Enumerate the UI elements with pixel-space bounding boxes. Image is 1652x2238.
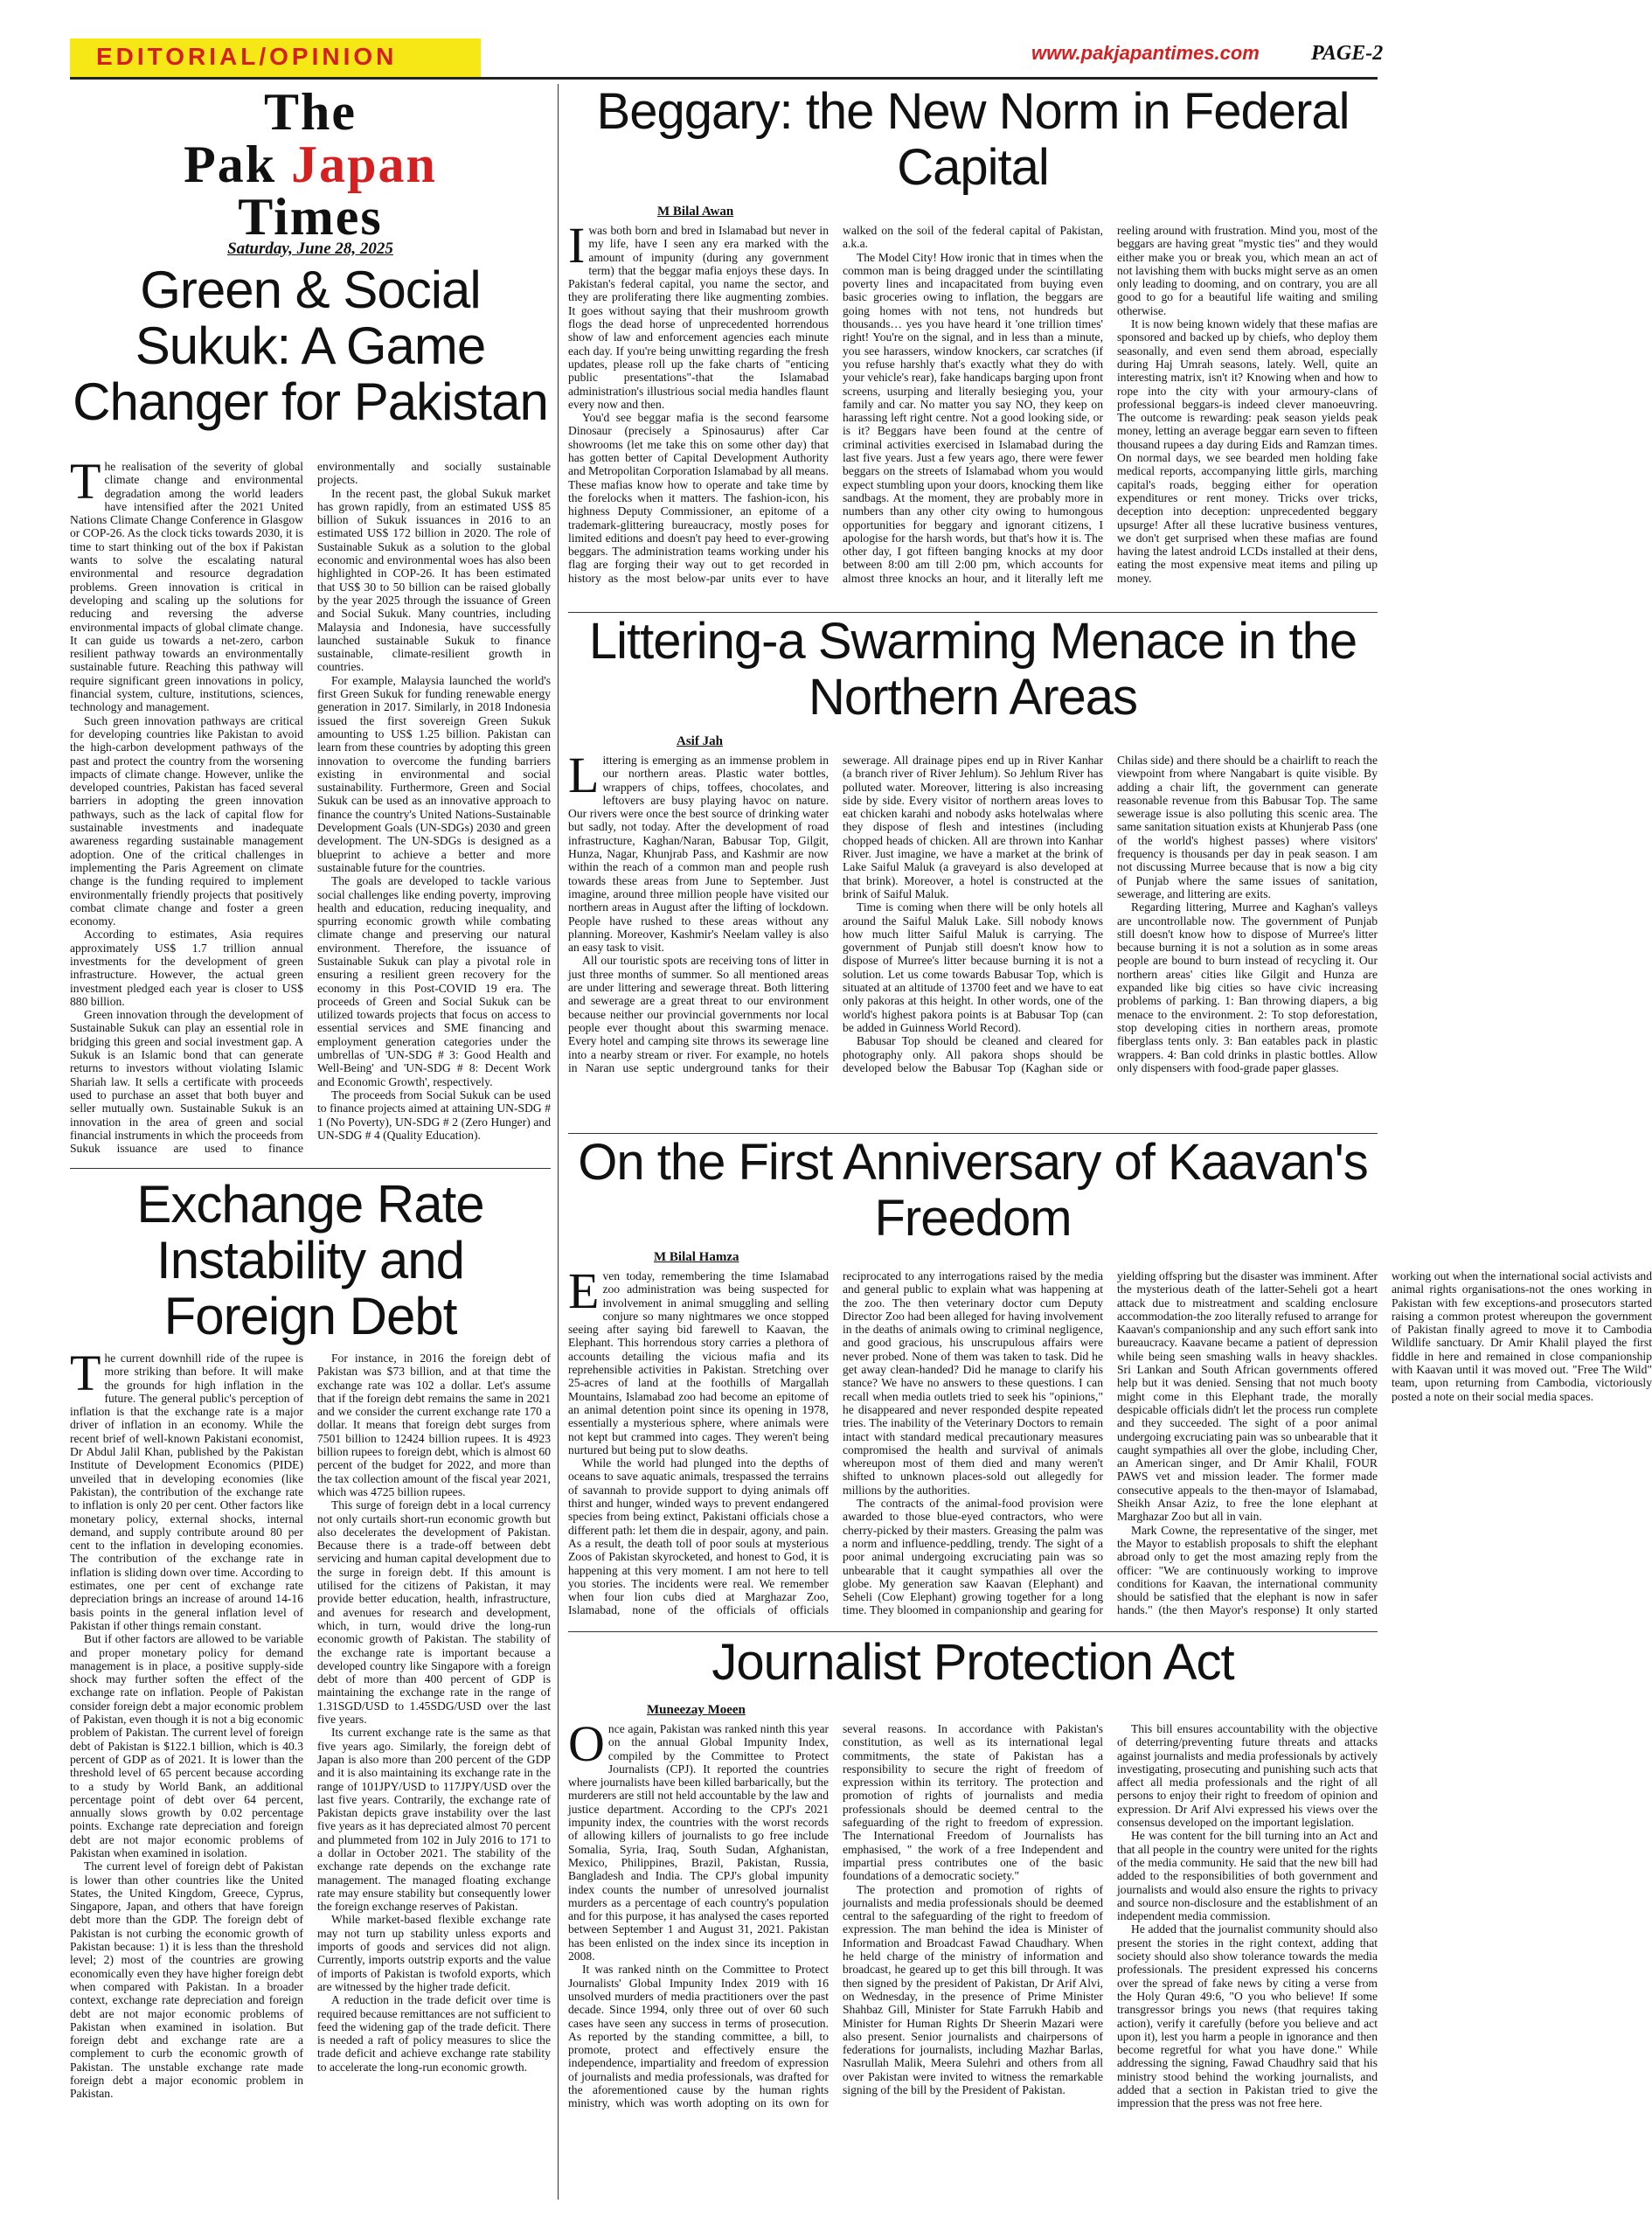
header-rule (70, 77, 1378, 80)
article-headline-kaavan: On the First Anniversary of Kaavan's Freedom (578, 1134, 1368, 1247)
byline-littering: Asif Jah (677, 734, 723, 748)
dropcap: T (70, 1345, 101, 1401)
byline-journalist: Muneezay Moeen (647, 1703, 746, 1717)
masthead-line-3: Times (238, 188, 383, 246)
dropcap: T (70, 453, 101, 510)
dropcap: E (568, 1262, 600, 1319)
article-headline-littering: Littering-a Swarming Menace in the Northern Areas (588, 613, 1357, 726)
article-headline-exchange: Exchange Rate Instability and Foreign Debt (136, 1175, 484, 1345)
article-headline-journalist: Journalist Protection Act (711, 1634, 1234, 1691)
masthead-line-2: Pak Japan (184, 136, 437, 193)
dropcap: I (568, 217, 586, 274)
issue-date: Saturday, June 28, 2025 (227, 240, 393, 258)
article-body-kaavan: Even today, remembering the time Islamabad zoo administration was being suspected for involvement in animal smuggling and selling conjure so many nightmares we once stopped seeing after saying bid farewell to Kaavan, the Elephant. This horrendous story carries a plethora of accounts detailing the vicious mafia and its reprehensible activities in Pakistan. Stretching over 25-acres of land at the foothills of Margallah Mountains, Islamabad zoo had become an epitome of an animal detention point since its opening in 1978, essentially a mysterious sphere, where animals were not kept but crammed into cages. They weren't being nurtured but being put to slow deaths. While the world had plunged into the depths of oceans to save aquatic animals, trespassed the terrains of savannah to provide support to dying animals off thirst and hunger, winded ways to prevent endangered species from being extinct, Pakistani officials chose a different path: let them die in despair, agony, and pain. As a result, the death toll of poor souls at mysterious Zoos of Pakistan skyrocketed, and honest to God, it is happening at this very moment. I am not here to tell you stories. The incidents were real. We remember when four lion cubs died at Marghazar Zoo, Islamabad, none of the officials of officials reciprocated to any interrogations raised by the media and general public to explain what was happening at the zoo. The then veterinary doctor cum Deputy Director Zoo had been alleged for having involvement in the deaths of animals owing to criminal negligence, and good gracious, his unscrupulous affairs were never probed. None of them was taken to task. Did he get away clean-handed? Did he manage to clarify his stance? We have no answers to these questions. I can recall when media outlets tried to seek his "opinions," he disappeared and never responded despite repeated tries. The inability of the Veterinary Doctors to remain intact with standard medical precautionary measures compromised the health and survival of animals whereupon most of them died and many weren't shifted to unknown places-sold out allegedly for millions by the authorities. The contracts of the animal-food provision were awarded to those blue-eyed contractors, who were cherry-picked by their masters. Greasing the palm was a norm and influence-peddling, trendy. The sight of a poor animal undergoing excruciating pain was so unbearable that it caught sympathies all over the globe. My generation saw Kaavan (Elephant) and Seheli (Cow Elephant) growing together for a long time. They bloomed in companionship and gearing for yielding offspring but the disaster was imminent. After the mysterious death of the latter-Seheli got a heart attack due to mistreatment and scalding enclosure accommodation-the zoo literally refused to arrange for Kaavan's companionship and any such effort sank into bureaucracy. Kaavane became a patient of depression while being seen smashing walls in heavy shackles. Sri Lankan and South African governments offered help but it was denied. Sensing that not much booty might come in this Elephant trade, the morally despicable officials didn't let the process run complete and they succeeded. The sight of a poor animal undergoing excruciating pain was so unbearable that it caught sympathies all over the globe, including Cher, an American singer, and Dr Amir Khalil, FOUR PAWS vet and mission leader. The former made consecutive appeals to the then-mayor of Islamabad, Sheikh Ansar Aziz, to free the lone elephant at Marghazar Zoo but all in vain. Mark Cowne, the representative of the singer, met the Mayor to establish proposals to shift the elephant abroad only to get the most amazing reply from the officer: "We are continuously working to improve conditions for Kaavan, the international community should be satisfied that the elephant is now in safer hands." (the then Mayor's response) It only started working out when the international social activists and animal rights organisations-not the ones working in Pakistan with few exceptions-and prosecutors started raising a common protest whereupon the government of Pakistan finally agreed to move it to Cambodia Wildlife sanctuary. Dr Amir Khalil played the first fiddle in here and remained in close companionship with Kaavan until it was moved out. "Free The Wild" team, upon returning from Cambodia, victoriously posted a note on their social media spaces. (568, 1262, 1652, 1617)
website-url[interactable]: www.pakjapantimes.com (1031, 42, 1260, 64)
section-divider (70, 1168, 551, 1169)
article-headline-sukuk: Green & Social Sukuk: A Game Changer for Pakistan (73, 261, 548, 431)
article-body-beggary: Iwas both born and bred in Islamabad but never in my life, have I seen any era marked with the amount of impunity (during any government term) that the beggar mafia enjoys these days. In Pakistan's federal capital, you name the sector, and they are proliferating there like augmenting zombies. It goes without saying that their mushroom growth flogs the dead horse of unprecedented horrendous show of law and enforcement agencies each minute each day. If you're being unwitting regarding the fresh updates, please roll up the fake charts of "enticing public presentations"-that the Islamabad administration's illustrious social media handles flaunt every now and then. You'd see beggar mafia is the second fearsome Dinosaur (precisely a Spinosaurus) after Car showrooms (let me take this on some other day) that has gotten better of Capital Development Authority and Metropolitan Corporation Islamabad by all means. These mafias know how to operate and take time by the forelocks when it matters. The fashion-icon, his highness Deputy Commissioner, an epitome of a trademark-glittering bureaucracy, mostly poses for limited editions and doesn't pay heed to ever-growing beggars. The administration teams working under his flag are forging their way out to get recorded in history as the most below-par units ever to have walked on the soil of the federal capital of Pakistan, a.k.a. The Model City! How ironic that in times when the common man is being dragged under the scintillating poverty lines and incapacitated from buying even basic groceries owing to inflation, the beggars are going homes with not tens, not hundreds but thousands… yes you have heard it 'one trillion times' right! You're on the signal, and in less than a minute, you see harassers, window knockers, car scratches (if you refuse harshly that's exactly what they do with your vehicle's rear), fake handicaps barging upon front screens, usurping and literally besieging you, your family and car. No matter you say NO, they keep on harassing left right centre. Not a good looking side, or is it? Beggars have been found at the centre of criminal activities exercised in Islamabad during the last five years. Just a few years ago, there were fewer beggars on the streets of Islamabad whom you would expect stumbling upon your doors, knocking them like sandbags. At the moment, they are probably more in numbers than any other city owing to humongous opportunities for beggary and ignorant citizens, I apologise for the harsh words, but that's how it is. The other day, I got fifteen banging knocks at my door between 8:00 am till 2:00 pm, which accounts for almost three knocks an hour, and it literally left me reeling around with frustration. Mind you, most of the beggars are having great "mystic ties" and they would either make you or break you, which mean an act of not lavishing them with bucks might serve as an omen only leading to dooming, and on contrary, you are all good to go for a beautiful life waiting and smiling otherwise. It is now being known widely that these mafias are sponsored and backed up by chiefs, who deploy them seasonally, and even send them abroad, especially during Haj Umrah seasons, lately. Well, quite an interesting matrix, isn't it? Knowing when and how to rope into the city with your armoury-clans of professional beggars-is indeed clever manoeuvring. The outcome is rewarding: peak season yields peak money, letting an average beggar earn seven to fifteen thousand rupees a day during Eids and Ramzan times. On normal days, we see bearded men holding fake medical reports, accompanying little girls, marching capital's roads, begging either for operation expenditures or rent money. Tricks over tricks, deception into deception: unprecedented beggary upsurge! After all these lucrative business ventures, we don't get surprised when these mafias are found having the latest android LCDs installed at their dens, eating the most expensive meat items and piling up money. (568, 217, 1378, 585)
masthead-logo (70, 83, 551, 246)
article-body-exchange: The current downhill ride of the rupee is more striking than before. It will make the grounds for high inflation in the future. The general public's perception of inflation is that the exchange rate is a major driver of inflation in an economy. While the recent brief of well-known Pakistani economist, Dr Abdul Jalil Khan, published by the Pakistan Institute of Development Economics (PIDE) unveiled that in developing economies (like Pakistan), the contribution of the exchange rate to inflation is only 20 per cent. Other factors like monetary policy, external shocks, internal demand, and supply contribute around 80 per cent to the inflation in developing economies. The contribution of the exchange rate in inflation is sliding down over time. According to estimates, one per cent of exchange rate depreciation brings an increase of around 14-16 basis points in the general inflation level of Pakistan if other things remain constant. But if other factors are allowed to be variable and proper monetary policy for demand management is in place, a positive supply-side shock may further soften the effect of the exchange rate on inflation. People of Pakistan consider foreign debt a major economic problem of Pakistan, even though it is not a big economic problem of Pakistan. The current level of foreign debt of Pakistan is $122.1 billion, which is 40.3 percent of GDP as of 2021. It is lower than the threshold level of 65 percent because according to a study by World Bank, an additional percentage point of debt over 64 percent, annually slows growth by 0.02 percentage points. Exchange rate depreciation and foreign debt are not major economic problems of Pakistan when examined in isolation. The current level of foreign debt of Pakistan is lower than other countries like the United States, the United Kingdom, Greece, Cyprus, Singapore, Japan, and others that have foreign debt more than the GDP. The foreign debt of Pakistan is not curbing the economic growth of Pakistan because: 1) it is less than the threshold level; 2) most of the countries are growing economically even they have higher foreign debt when compared with Pakistan. In a broader context, exchange rate depreciation and foreign debt are not major economic problems of Pakistan when examined in isolation. But foreign debt and exchange rate are a complement to curb the economic growth of Pakistan. The unstable exchange rate made foreign debt a major economic problem in Pakistan. For instance, in 2016 the foreign debt of Pakistan was $73 billion, and at that time the exchange rate was 102 a dollar. Let's assume that if the foreign debt remains the same in 2021 and we consider the current exchange rate 170 a dollar. It means that foreign debt surges from 7501 billion to 12424 billion rupees. It is 4923 billion rupees to foreign debt, which is almost 60 percent of the budget for 2022, and more than the tax collection amount of the fiscal year 2021, which was 4725 billion rupees. This surge of foreign debt in a local currency not only curtails short-run economic growth but also decelerates the development of Pakistan. Because there is a trade-off between debt servicing and human capital development due to the surge in foreign debt. If this amount is utilised for the citizens of Pakistan, it may provide better education, health, infrastructure, and avenues for research and development, which, in turn, would drive the long-run economic growth of Pakistan. The stability of the exchange rate is important because a developed country like Singapore with a foreign debt of more than 400 percent of GDP is maintaining the exchange rate in the range of 1.31SGD/USD to 1.45SDG/USD over the last five years. Its current exchange rate is the same as that five years ago. Similarly, the foreign debt of Japan is also more than 200 percent of the GDP and it is also maintaining its exchange rate in the range of 101JPY/USD to 117JPY/USD over the last five years. Contrarily, the exchange rate of Pakistan depicts grave instability over the last five years as it has depreciated almost 70 percent and plummeted from 102 in July 2016 to 171 to a dollar in October 2021. The stability of the exchange rate depends on the exchange rate management. The managed floating exchange rate may ensure stability but consequently lower the foreign exchange reserves of Pakistan. While market-based flexible exchange rate may not turn up stability unless exports and imports of goods and services did not align. Currently, imports outstrip exports and the value of imports of Pakistan is twofold exports, which are witnessed by the higher trade deficit. A reduction in the trade deficit over time is required because remittances are not sufficient to feed the widening gap of the trade deficit. There is needed a raft of policy measures to slice the trade deficit and achieve exchange rate stability to accelerate the long-run economic growth. (70, 1345, 551, 2101)
masthead-line-1: The (263, 83, 357, 141)
byline-beggary: M Bilal Awan (657, 205, 734, 219)
dropcap: L (568, 747, 600, 803)
article-body-sukuk: The realisation of the severity of global climate change and environmental degradation among the world leaders have intensified after the 2021 United Nations Climate Change Conference in Glasgow or COP-26. As the clock ticks towards 2030, it is time to start thinking out of the box if Pakistan wants to solve the escalating natural environmental and resource degradation problems. Green innovation is critical in developing and scaling up the solutions for reducing and reversing the adverse environmental impacts of global climate change. It can guide us towards a net-zero, carbon resilient pathway towards an environmentally sustainable future. Reaching this pathway will require significant green innovations in policy, financial system, culture, institutions, sciences, technology and management. Such green innovation pathways are critical for developing countries like Pakistan to avoid the high-carbon development pathways of the past and protect the country from the worsening impacts of climate change. However, unlike the developed countries, Pakistan has faced several barriers in adopting the green innovation pathways, such as the lack of capital flow for sustainable investments and inadequate awareness regarding sustainable management adoption. One of the critical challenges in implementing the Paris Agreement on climate change is the funding required to implement environmentally friendly projects that positively combat climate change and foster a green economy. According to estimates, Asia requires approximately US$ 1.7 trillion annual investments for the development of green infrastructure. However, the actual green investment pledged each year is closer to US$ 880 billion. Green innovation through the development of Sustainable Sukuk can play an essential role in bridging this green and social investment gap. A Sukuk is an Islamic bond that can generate returns to investors without violating Islamic Shariah law. It sells a certificate with proceeds used to purchase an asset that both buyer and seller mutually own. Sustainable Sukuk is an innovation in the area of green and social financial instruments in which the proceeds from Sukuk issuance are used to finance environmentally and socially sustainable projects. In the recent past, the global Sukuk market has grown rapidly, from an estimated US$ 85 billion of Sukuk issuances in 2016 to an estimated US$ 172 billion in 2020. The role of Sustainable Sukuk as a solution to the global economic and environmental woes has also been highlighted in COP-26. It has been estimated that US$ 30 to 50 billion can be raised globally by the year 2025 through the issuance of Green and Social Sukuk. Many countries, including Malaysia and Indonesia, have successfully launched sustainable Sukuk to finance sustainable, climate-resilient growth in countries. For example, Malaysia launched the world's first Green Sukuk for funding renewable energy generation in 2017. Similarly, in 2018 Indonesia issued the first sovereign Green Sukuk amounting to US$ 1.25 billion. Pakistan can learn from these countries by adopting this green innovation to overcome the funding barriers existing in environmental and social sustainability. Furthermore, Green and Social Sukuk can be used as an innovative approach to finance the country's United Nations-Sustainable Development Goals (UN-SDGs) 2030 and green development. The UN-SDGs is designed as a blueprint to achieve a better and more sustainable future for the countries. The goals are developed to tackle various social challenges like ending poverty, improving health and education, reducing inequality, and spurring economic growth while combating climate change and preserving our natural environment. Therefore, the issuance of Sustainable Sukuk can play a pivotal role in ensuring a resilient green recovery for the economy in this Post-COVID 19 era. The proceeds of Green and Social Sukuk can be utilized towards projects that focus on access to essential services and SME financing and employment generation categories under the umbrellas of 'UN-SDG # 3: Good Health and Well-Being' and 'UN-SDG # 8: Decent Work and Economic Growth', respectively. The proceeds from Social Sukuk can be used to finance projects aimed at attaining UN-SDG # 1 (No Poverty), UN-SDG # 2 (Zero Hunger) and UN-SDG # 4 (Quality Education). (70, 453, 551, 1156)
byline-kaavan: M Bilal Hamza (654, 1250, 739, 1264)
section-title: EDITORIAL/OPINION (96, 43, 398, 70)
section-divider (568, 1631, 1378, 1632)
article-body-littering: Littering is emerging as an immense problem in our northern areas. Plastic water bottles, wrappers of chips, toffees, chocolates, and leftovers are busy playing havoc on nature. Our rivers were once the best source of drinking water but sadly, not today. After the development of road infrastructure, Kaghan/Naran, Babusar Top, Gilgit, Hunza, Nagar, Khunjrab Pass, and Kashmir are now within the reach of a common man and people rush towards these areas from June to September. Just imagine, around three million people have visited our northern areas in August after the lifting of lockdown. People have rushed to these areas without any planning. Moreover, Kashmir's Neelam valley is also an easy task to visit. All our touristic spots are receiving tons of litter in just three months of summer. So all mentioned areas are under littering and sewerage threat. Both littering and sewerage are a great threat to our environment because neither our provincial governments nor local people ever thought about this swarming menace. Every hotel and camping site throws its sewerage line into a nearby stream or river. For example, no hotels in Naran use septic underground tanks for their sewerage. All drainage pipes end up in River Kanhar (a branch river of River Jehlum). So Jehlum River has polluted water. Moreover, littering is also increasing side by side. Every visitor of northern areas loves to eat chicken karahi and nobody asks hotelwalas where they dispose of flesh and intestines (including chopped heads of chicken. All are thrown into Kanhar River. Just imagine, we have a market at the brink of Lake Saiful Maluk (a graveyard is also developed at that brink). Moreover, a hotel is constructed at the brink of Saiful Maluk. Time is coming when there will be only hotels all around the Saiful Maluk Lake. Sill nobody knows how much litter Saiful Maluk is carrying. The government of Punjab still doesn't know how to dispose of Murree's litter because burning it is not a solution. Let us come towards Babusar Top, which is situated at an altitude of 13700 feet and we have to eat only pakoras at this height. In other words, one of the world's highest pakora points is at Babusar Top (can be added in Guinness World Record). Babusar Top should be cleaned and cleared for photography only. All pakora shops should be developed below the Babusar Top (Kaghan side or Chilas side) and there should be a chairlift to reach the viewpoint from where Nangabart is quite visible. By adding a chair lift, the government can generate reasonable revenue from this Babusar Top. The same sewerage issue is also polluting this scenic area. The same sanitation situation exists at Khunjerab Pass (one of the world's highest passes) where visitors' frequency is thousands per day in peak season. I am not discussing Murree because that is now a big city of Punjab where the same issues of sanitation, sewerage, and littering are exits. Regarding littering, Murree and Kaghan's valleys are uncontrollable now. The government of Punjab still doesn't know how to dispose of Murree's litter because burning it is not a solution as in some areas people are bound to burn instead of recycling it. Our northern areas' cities like Gilgit and Hunza are expanded like big cities so have civic increasing problems of parking. 1: Ban throwing diapers, a big menace to the environment. 2: To stop deforestation, stop developing cities in northern areas, promote fiberglass tents only. 3: Ban eatables pack in plastic wrappers. 4: Ban cold drinks in plastic bottles. Allow only dispensers with food-grade paper glasses. (568, 747, 1378, 1074)
column-divider (558, 84, 559, 2200)
article-headline-beggary: Beggary: the New Norm in Federal Capital (596, 83, 1350, 196)
page-number: PAGE-2 (1311, 42, 1384, 65)
dropcap: O (568, 1715, 605, 1772)
article-body-journalist: Once again, Pakistan was ranked ninth this year on the annual Global Impunity Index, compiled by the Committee to Protect Journalists (CPJ). It reported the countries where journalists have been killed barbarically, but the murderers are still not held accountable by the law and justice department. According to the CPJ's 2021 impunity index, the countries with the worst records of allowing killers of journalists to go free include Somalia, Syria, Iraq, South Sudan, Afghanistan, Mexico, Philippines, Brazil, Pakistan, Russia, Bangladesh and India. The CPJ's global impunity index counts the number of unresolved journalist murders as a percentage of each country's population and for this purpose, it has analysed the cases reported between September 1 and August 31, 2021. Pakistan has been enlisted on the index since its inception in 2008. It was ranked ninth on the Committee to Protect Journalists' Global Impunity Index 2019 with 16 unsolved murders of media practitioners over the past decade. Since 1994, only three out of over 60 such cases have seen any success in terms of prosecution. As reported by the standing committee, a bill, to promote, protect and effectively ensure the independence, impartiality and freedom of expression of journalists and media professionals, was drafted for the aforementioned cause by the human rights ministry, which was worth adopting on its own for several reasons. In accordance with Pakistan's constitution, as well as its international legal commitments, the state of Pakistan has a responsibility to secure the right of freedom of expression within its territory. The protection and promotion of rights of journalists and media professionals should be deemed central to the safeguarding of the right to freedom of expression. The International Freedom of Journalists has emphasised, " the work of a free Independent and impartial press contributes one of the basic foundations of a democratic society." The protection and promotion of rights of journalists and media professionals should be deemed central to the safeguarding of the right to freedom of expression. The man behind the idea is Minister of Information and Broadcast Fawad Chaudhary. When he held charge of the ministry of information and broadcast, he geared up to get this bill through. It was then signed by the president of Pakistan, Dr Arif Alvi, on Wednesday, in the presence of Prime Minister Shahbaz Gill, Minister for State Farrukh Habib and Minister for Human Rights Dr Sheerin Mazari were also present. Senior journalists and chairpersons of federations for journalists, including Mazhar Barlas, Nasrullah Malik, Meera Sulehri and others from all over Pakistan were invited to witness the remarkable signing of the bill by the President of Pakistan. This bill ensures accountability with the objective of deterring/preventing future threats and attacks against journalists and media professionals by actively investigating, prosecuting and punishing such acts that affect all media professionals and the right of all persons to enjoy their right to freedom of opinion and expression. Dr Arif Alvi expressed his views over the consensus developed on the important legislation. He was content for the bill turning into an Act and that all people in the country were united for the rights of the media community. He said that the new bill had added to the responsibilities of both government and journalists and would also ensure the rights to privacy and source non-disclosure and the establishment of an independent media commission. He added that the journalist community should also present the stories in the right context, adding that society should also show tolerance towards the media professionals. The president expressed his concerns over the spread of fake news by citing a verse from the Holy Quran 49:6, "O you who believe! If some transgressor brings you news (that requires taking action), verify it carefully (before you believe and act upon it), lest you harm a people in ignorance and then become regretful for what you have done." While addressing the signing, Fawad Chaudhry said that his ministry stood behind the working journalists, and added that a section in Pakistan tried to give the impression that the press was not free here. (568, 1715, 1378, 2110)
